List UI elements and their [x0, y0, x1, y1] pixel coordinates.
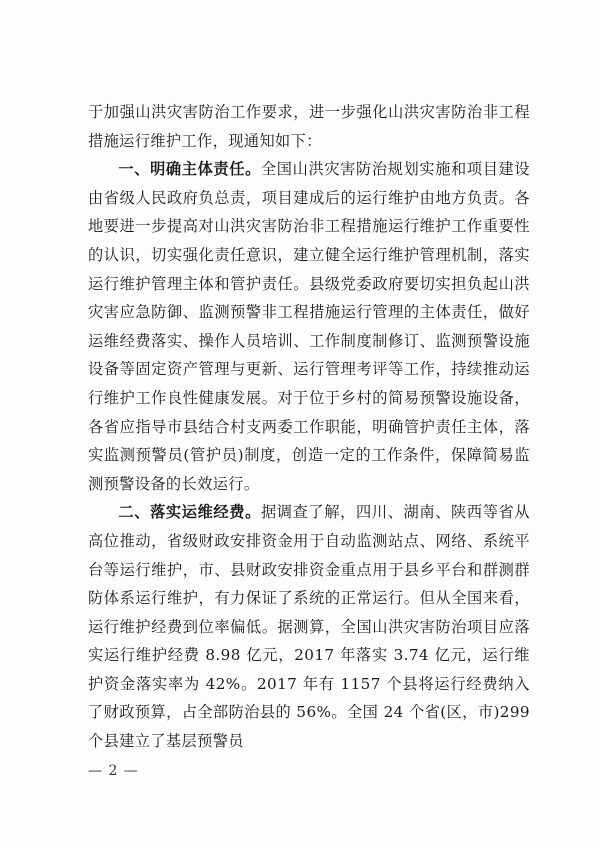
section-1-text: 全国山洪灾害防治规划实施和项目建设由省级人民政府负总责，项目建成后的运行维护由地方负责。各地要进一步提高对山洪灾害防治非工程措施运行维护工作重要性的认识，切实强化责任意识，建立健全运行维护管理机制，落实运行维护管理主体和管护责任。县级党委政府要切实担负起山洪灾害应急防御、监测预警非工程措施运行管理的主体责任，做好运维经费落实、操作人员培训、工作制度制修订、监测预警设施设备等固定资产管理与更新、运行管理考评等工作，持续推动运行维护工作良性健康发展。对于位于乡村的简易预警设施设备，各省应指导市县结合村支两委工作职能，明确管护责任主体，落实监测预警员(管护员)制度，创造一定的工作条件，保障简易监测预警设备的长效运行。: [88, 160, 530, 493]
page-number: — 2 —: [88, 763, 139, 779]
section-2-text: 据调查了解，四川、湖南、陕西等省从高位推动，省级财政安排资金用于自动监测站点、网络、系统平台等运行维护，市、县财政安排资金重点用于县乡平台和群测群防体系运行维护，有力保证了系统的正常运行。但从全国来看，运行维护经费到位率偏低。据测算，全国山洪灾害防治项目应落实运行维护经费 8.98 亿元，2017 年落实 3.74 亿元，运行维护资金落实率为 42%。2017 年有 1157 个县将运行经费纳入了财政预算，占全部防治县的 56%。全国 24 个省(区，市)299 个县建立了基层预警员: [88, 503, 530, 751]
intro-text: 于加强山洪灾害防治工作要求，进一步强化山洪灾害防治非工程措施运行维护工作，现通知如下：: [88, 103, 530, 150]
section-2-paragraph: [88, 498, 530, 755]
section-1-heading: 一、明确主体责任。: [118, 160, 261, 179]
intro-paragraph: [88, 98, 530, 155]
section-2-heading: 二、落实运维经费。: [118, 503, 261, 522]
section-1-paragraph: [88, 155, 530, 498]
document-body: [88, 98, 530, 756]
